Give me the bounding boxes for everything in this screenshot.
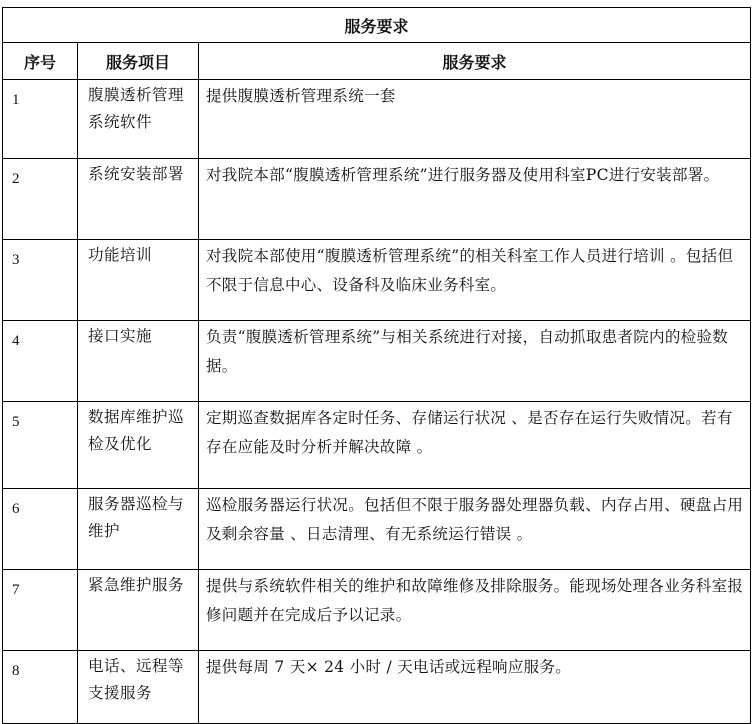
table-row [3,240,751,321]
service-item: 接口实施 [78,321,199,402]
service-item: 服务器巡检与维护 [78,489,199,570]
service-item: 功能培训 [78,240,199,321]
table-row [3,321,751,402]
table-row [3,159,751,240]
service-requirements-table [2,7,751,724]
service-item: 系统安装部署 [78,159,199,240]
header-service-requirement: 服务要求 [199,43,751,80]
service-requirement: 对我院本部使用“腹膜透析管理系统”的相关科室工作人员进行培训 。包括但不限于信息中心、设备科及临床业务科室。 [199,240,751,321]
row-number: 2 [3,159,78,240]
table-row [3,570,751,651]
row-number: 5 [3,402,78,489]
table-row [3,651,751,724]
service-item: 腹膜透析管理系统软件 [78,80,199,159]
service-requirement: 提供每周 7 天× 24 小时 / 天电话或远程响应服务。 [199,651,751,724]
row-number: 3 [3,240,78,321]
header-row [3,43,751,80]
row-number: 8 [3,651,78,724]
service-requirement: 负责“腹膜透析管理系统”与相关系统进行对接，自动抓取患者院内的检验数据。 [199,321,751,402]
service-requirement: 巡检服务器运行状况。包括但不限于服务器处理器负载、内存占用、硬盘占用及剩余容量 、日志清理、有无系统运行错误 。 [199,489,751,570]
service-requirement: 提供腹膜透析管理系统一套 [199,80,751,159]
table-title: 服务要求 [3,8,751,43]
row-number: 1 [3,80,78,159]
row-number: 6 [3,489,78,570]
row-number: 4 [3,321,78,402]
table-row [3,402,751,489]
row-number: 7 [3,570,78,651]
service-requirement: 提供与系统软件相关的维护和故障维修及排除服务。能现场处理各业务科室报修问题并在完成后予以记录。 [199,570,751,651]
service-requirement: 定期巡查数据库各定时任务、存储运行状况 、是否存在运行失败情况。若有存在应能及时分析并解决故障 。 [199,402,751,489]
service-requirement: 对我院本部“腹膜透析管理系统”进行服务器及使用科室PC进行安装部署。 [199,159,751,240]
header-number: 序号 [3,43,78,80]
service-item: 数据库维护巡检及优化 [78,402,199,489]
service-item: 紧急维护服务 [78,570,199,651]
table-row [3,489,751,570]
table-row [3,80,751,159]
service-item: 电话、远程等支援服务 [78,651,199,724]
header-service-item: 服务项目 [78,43,199,80]
